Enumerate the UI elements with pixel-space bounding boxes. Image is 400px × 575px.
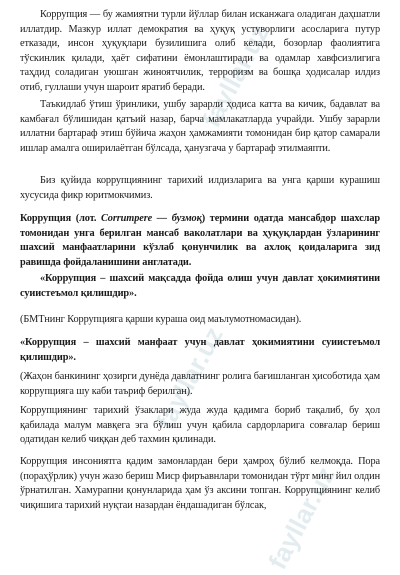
un-quote: «Коррупция – шахсий мақсадда фойда олиш учун давлат ҳокимиятини суиистеъмол қилишдир». <box>20 273 380 299</box>
definition-body: ) термини одатда мансабдор шахслар томонидан унга берилган мансаб ваколатлари ва ҳуқуқлардан ўзларининг шахсий манфаатларини кўзлаб қонунчилик ва ахлоқ қоидаларига зид равишда фойдаланишини англатади. <box>20 213 380 268</box>
world-bank-quote: «Коррупция – шахсий манфаат учун давлат ҳокимиятини суиистеъмол қилишдир». <box>20 337 380 363</box>
world-bank-source: (Жаҳон банкининг ҳозирги дунёда давлатнинг ролига бағишланган ҳисоботида ҳам коррупцияга шу каби таъриф берилган). <box>20 371 380 397</box>
watermark: fayllar.uz <box>150 321 229 435</box>
paragraph-ancient-history: Коррупция инсониятга қадим замонлардан бери ҳамроҳ бўлиб келмоқда. Пора (пораҳўрлик) учун жазо бериш Миср фиръавнлари томонидан тўрт минг йил олдин ўрнатилган. Хамурапни қонунларида ҳам ўз аксини топган. Коррупциянинг келиб чиқишига тарихий нуқтаи назардан ёндашадиган бўлсак, <box>20 456 380 511</box>
definition-lead: Коррупция (лот. <box>20 213 102 224</box>
un-source: (БМТнинг Коррупцияга қарши кураша оид маълумотномасидан). <box>20 314 302 325</box>
paragraph-historical-roots: Коррупциянинг тарихий ўзаклари жуда жуда қадимга бориб тақалиб, бу ҳол қабилада малум мавқега эга бўлиш учун қабила сардорларига совғалар бериш одатидан келиб чиққан деб тахмин қилинади. <box>20 405 380 445</box>
intro-paragraph: Коррупция — бу жамиятни турли йўллар билан исканжага оладиган даҳшатли иллатдир. Мазкур иллат демократия ва ҳуқуқ устуворлиги асосларига путур етказади, инсон ҳуқуқлари бузилишига олиб келади, бозорлар фаолиятига тўскинлик қилади, ҳаёт сифатини ёмонлаштиради ва одамлар хавфсизлигига таҳдид соладиган уюшган жиноятчилик, терроризм ва бошқа ҳодисалар илдиз отиб, гуллаши учун шароит яратиб беради. <box>20 9 380 93</box>
latin-term: Corrumpere — бузмоқ <box>101 213 202 224</box>
watermark: fayllar.uz <box>196 19 275 133</box>
watermark: fayllar.uz <box>262 461 341 575</box>
corruption-definition <box>20 212 380 270</box>
paragraph-topic: Биз қуйида коррупциянинг тарихий илдизларига ва унга қарши курашиш хусусида фикр юритмокчимиз. <box>20 175 380 201</box>
paragraph-global-problem: Таъкидлаб ўтиш ўринлики, ушбу зарарли ҳодиса катта ва кичик, бадавлат ва камбағал бўлишидан қатъий назар, барча мамлакатларда учрайди. Ушбу зарарли иллатни бартараф этиш бўйича жаҳон ҳамжамияти томонидан бир қатор самарали ишлар амалга оширилаётган бўлсада, ҳанузгача у бартараф этилмаяпти. <box>20 99 380 154</box>
